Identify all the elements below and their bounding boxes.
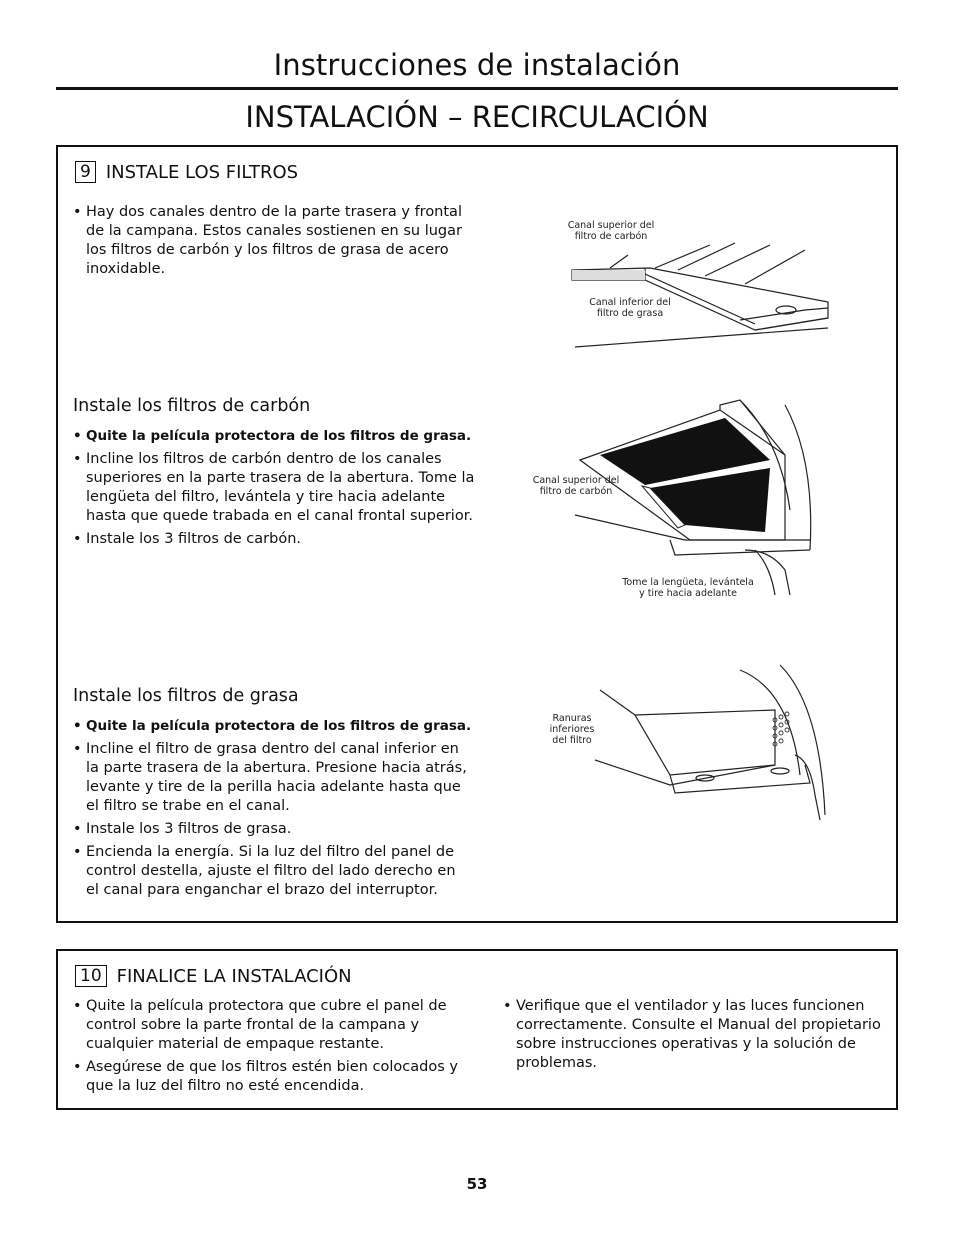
list-item: • Verifique que el ventilador y las luces funcionen correctamente. Consulte el Manual del propietario sobre instrucciones operativas y la solución de problemas.	[503, 997, 888, 1073]
title-divider	[56, 87, 898, 90]
carbon-filter-illustration	[570, 400, 820, 600]
step-9-intro-list	[73, 203, 473, 283]
list-item: • Quite la película protectora que cubre el panel de control sobre la parte frontal de la campana y cualquier material de empaque restante.	[73, 997, 458, 1054]
list-item: • Encienda la energía. Si la luz del filtro del panel de control destella, ajuste el filtro del lado derecho en el canal para enganchar el brazo del interruptor.	[73, 843, 473, 900]
grease-filters-list	[73, 717, 473, 904]
step-10-number: 10	[75, 965, 107, 987]
list-item: • Quite la película protectora de los filtros de grasa.	[73, 427, 483, 446]
callout-carbon-channel: Canal superior del filtro de carbón	[532, 475, 620, 497]
grease-filter-illustration	[595, 665, 835, 825]
carbon-filters-heading: Instale los filtros de carbón	[73, 396, 311, 416]
list-item: • Quite la película protectora de los filtros de grasa.	[73, 717, 473, 736]
list-item: • Instale los 3 filtros de carbón.	[73, 530, 483, 549]
callout-pull-tab: Tome la lengüeta, levántela y tire hacia adelante	[622, 577, 754, 599]
carbon-filters-list	[73, 427, 483, 553]
list-item: • Hay dos canales dentro de la parte trasera y frontal de la campana. Estos canales sostienen en su lugar los filtros de carbón y los filtros de grasa de acero inoxidable.	[73, 203, 473, 279]
channels-illustration	[560, 240, 835, 352]
step-10-left-list	[73, 997, 458, 1100]
page-title: Instrucciones de instalación	[273, 48, 681, 82]
list-item: • Incline el filtro de grasa dentro del canal inferior en la parte trasera de la abertura. Presione hacia atrás, levante y tire de la perilla hacia adelante hasta que el filtro se trabe en el canal.	[73, 740, 473, 816]
page-number: 53	[466, 1175, 488, 1193]
step-10-title: FINALICE LA INSTALACIÓN	[116, 965, 352, 987]
step-9-number: 9	[75, 161, 96, 183]
step-9-title: INSTALE LOS FILTROS	[105, 161, 299, 183]
list-item: • Instale los 3 filtros de grasa.	[73, 820, 473, 839]
callout-lower-channel: Canal inferior del filtro de grasa	[589, 297, 671, 319]
list-item: • Incline los filtros de carbón dentro de los canales superiores en la parte trasera de la abertura. Tome la lengüeta del filtro, levántela y tire hacia adelante hasta que quede trabada en el canal frontal superior.	[73, 450, 483, 526]
step-9-heading	[75, 161, 298, 183]
list-item: • Asegúrese de que los filtros estén bien colocados y que la luz del filtro no esté encendida.	[73, 1058, 458, 1096]
grease-filters-heading: Instale los filtros de grasa	[73, 686, 299, 706]
section-subtitle: INSTALACIÓN – RECIRCULACIÓN	[245, 100, 709, 134]
callout-lower-slots: Ranuras inferiores del filtro	[549, 713, 595, 746]
callout-upper-channel: Canal superior del filtro de carbón	[567, 220, 655, 242]
step-10-right-list	[503, 997, 888, 1077]
step-10-heading	[75, 965, 352, 987]
